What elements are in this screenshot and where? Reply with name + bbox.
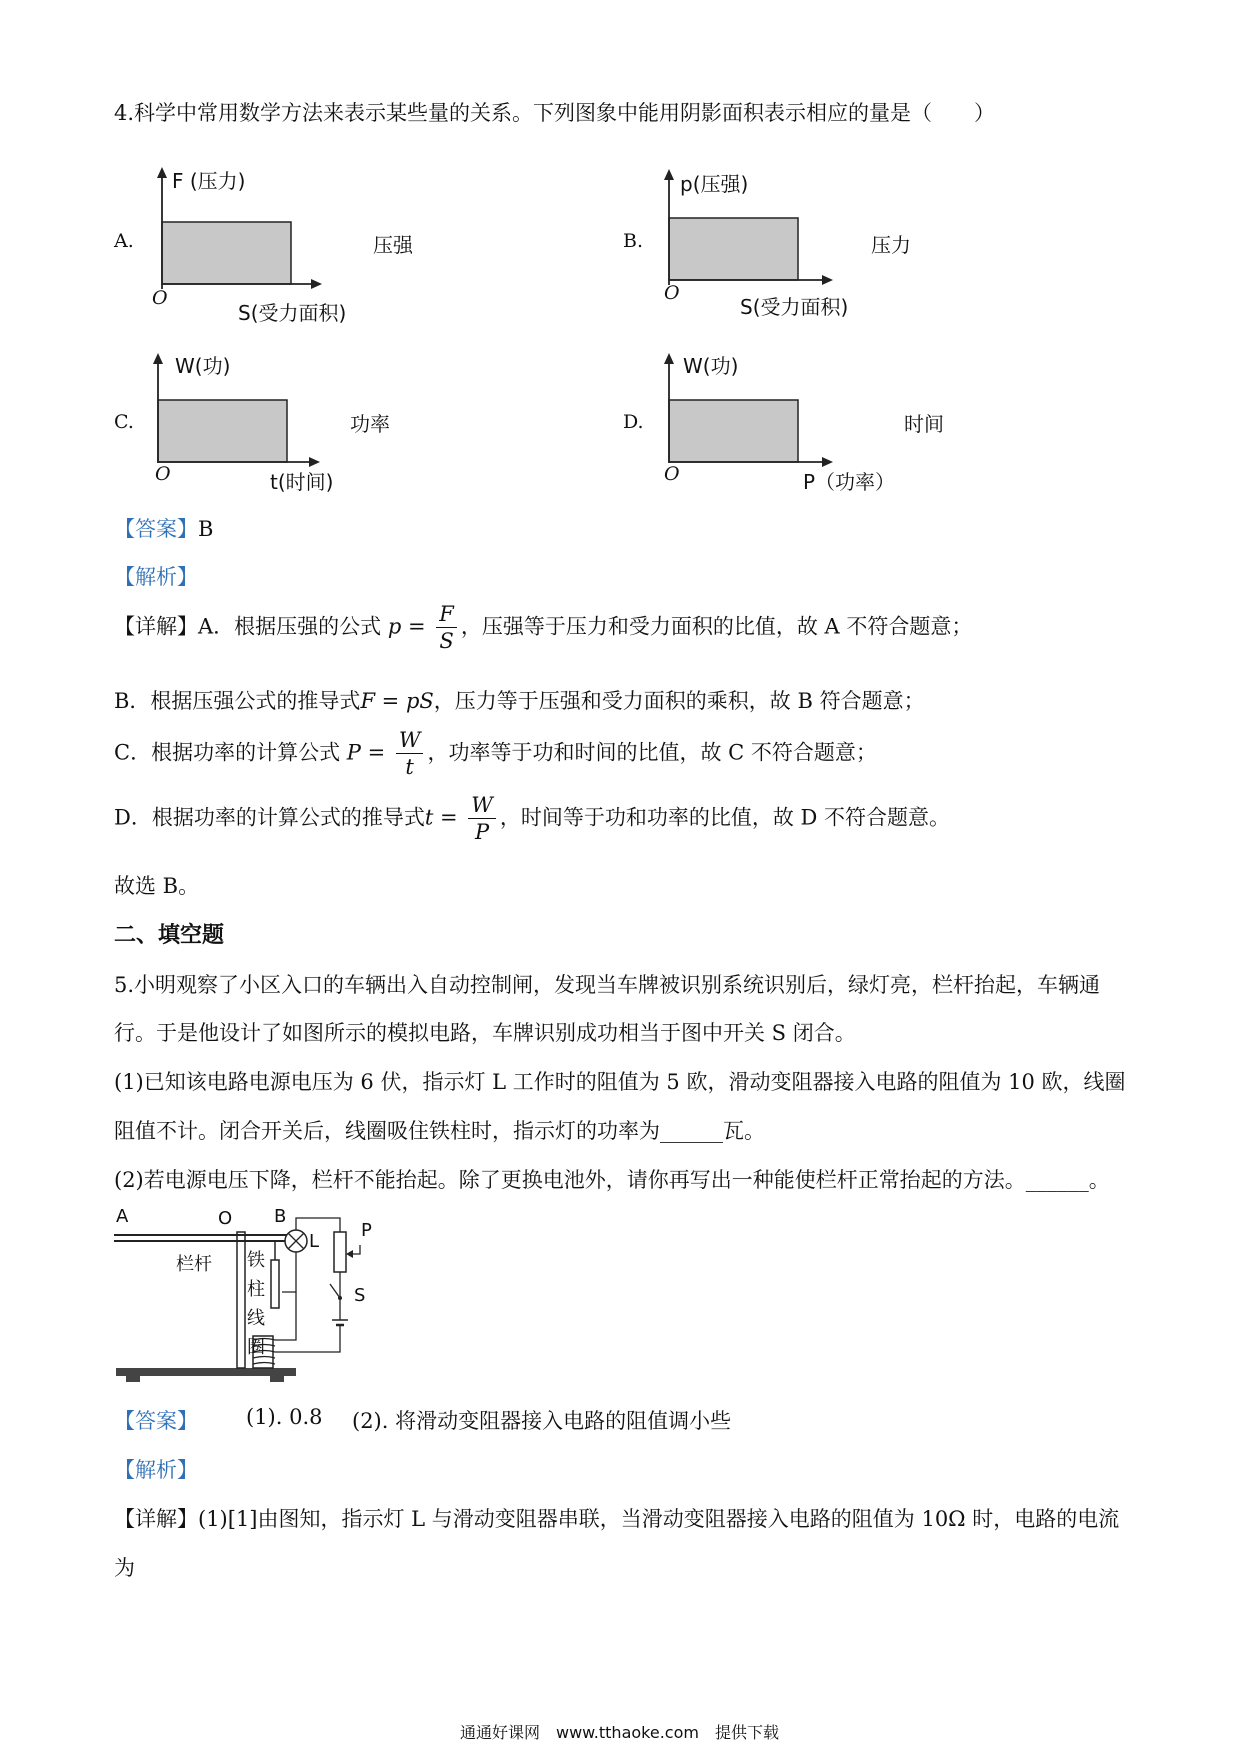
graph-a-origin: O: [152, 287, 168, 309]
label-iron1: 铁: [247, 1250, 265, 1271]
base-foot-left: [126, 1376, 140, 1382]
option-a-quantity: 压强: [373, 233, 413, 257]
graph-c-x-label: t(时间): [270, 470, 334, 494]
page-footer: 通通好课网 www.tthaoke.com 提供下载: [460, 1723, 779, 1742]
label-a: A: [116, 1206, 129, 1227]
q4-analysis-tag: 【解析】: [114, 565, 198, 589]
wire-top: [296, 1218, 340, 1232]
q4-detail-a: 【详解】A．根据压强的公式 p = $\frac{F}{S}$ ，压强等于压力和受力面积的比值，故 A 不符合题意；: [114, 602, 973, 653]
formula-a-fraction: [436, 604, 457, 652]
q5-stem-line2: 行。于是他设计了如图所示的模拟电路，车牌识别成功相当于图中开关 S 闭合。: [114, 1021, 856, 1045]
graph-c-shaded-area: [158, 400, 287, 462]
formula-d-fraction: [468, 795, 496, 843]
detail-d-pre: D．根据功率的计算公式的推导式: [114, 805, 425, 830]
formula-a-lhs: p: [387, 614, 402, 639]
label-bar: 栏杆: [176, 1254, 212, 1275]
switch-icon: [330, 1284, 340, 1298]
support-post: [237, 1232, 245, 1368]
detail-b-pre: B．根据压强公式的推导式: [114, 689, 361, 713]
graph-d-origin: O: [664, 463, 680, 485]
graph-d-x-label: P（功率）: [803, 470, 896, 494]
q4-conclusion: 故选 B。: [114, 874, 200, 898]
q5-detail-text: (1)[1]由图知，指示灯 L 与滑动变阻器串联，当滑动变阻器接入电路的阻值为 10Ω 时，电路的电流: [198, 1507, 1120, 1531]
graph-a-shaded-area: [162, 222, 291, 284]
label-slider: P: [361, 1220, 372, 1241]
formula-a-den: S: [439, 629, 454, 653]
graph-b-x-label: S(受力面积): [740, 295, 849, 319]
q5-part1-line1: (1)已知该电路电源电压为 6 伏，指示灯 L 工作时的阻值为 5 欧，滑动变阻器接入电路的阻值为 10 欧，线圈: [114, 1070, 1126, 1094]
q4-answer-line: [114, 513, 213, 543]
q5-answer-2: (2). 将滑动变阻器接入电路的阻值调小些: [352, 1409, 732, 1433]
q4-detail-c: C．根据功率的计算公式 P = $\frac{W}{t}$ ，功率等于功和时间的比值，故 C 不符合题意；: [114, 728, 877, 779]
detail-b-post: ，压力等于压强和受力面积的乘积，故 B 符合题意；: [433, 689, 925, 713]
formula-c-lhs: P: [346, 740, 361, 765]
option-d-quantity: 时间: [904, 412, 944, 436]
graph-a-y-arrow: [157, 167, 167, 178]
detail-c-post: ，功率等于功和时间的比值，故 C 不符合题意；: [427, 740, 877, 765]
label-b: B: [274, 1206, 287, 1227]
graph-a-x-label: S(受力面积): [238, 301, 347, 325]
label-lamp: L: [309, 1231, 320, 1252]
option-d-letter: D.: [623, 411, 644, 433]
wire-battery-to-coil: [275, 1336, 340, 1352]
q5-detail-tag: 【详解】: [114, 1507, 198, 1531]
base-foot-right: [270, 1376, 284, 1382]
q5-part1-line2: 阻值不计。闭合开关后，线圈吸住铁柱时，指示灯的功率为______瓦。: [114, 1119, 765, 1143]
graph-a-x-arrow: [311, 279, 322, 289]
q4-stem: 4.科学中常用数学方法来表示某些量的关系。下列图象中能用阴影面积表示相应的量是（ ）: [114, 101, 996, 125]
formula-d-num: W: [468, 795, 496, 819]
option-a-letter: A.: [114, 230, 134, 252]
detail-tag: 【详解】: [114, 614, 198, 639]
label-switch: S: [354, 1285, 366, 1306]
q4-detail-b: [114, 685, 925, 715]
graph-b-y-arrow: [664, 169, 674, 180]
detail-d-post: ，时间等于功和功率的比值，故 D 不符合题意。: [499, 805, 951, 830]
graph-d-y-label: W(功): [683, 354, 739, 378]
graph-b-origin: O: [664, 282, 680, 304]
q5-answer-tag: 【答案】: [114, 1409, 198, 1433]
formula-b: F = pS: [360, 689, 434, 713]
formula-a-num: F: [436, 604, 457, 628]
q5-detail-line1: [114, 1503, 1119, 1533]
formula-c-fraction: [396, 730, 424, 778]
q5-answer-line: [114, 1405, 198, 1435]
option-b-letter: B.: [623, 230, 644, 252]
detail-c-pre: C．根据功率的计算公式: [114, 740, 341, 765]
graph-c-y-label: W(功): [175, 354, 231, 378]
label-coil2: 圈: [247, 1337, 265, 1358]
graph-b-x-arrow: [822, 275, 833, 285]
base-plate: [116, 1368, 296, 1376]
rheostat-icon: [334, 1232, 346, 1272]
option-b-quantity: 压力: [871, 233, 911, 257]
graph-c-origin: O: [155, 463, 171, 485]
q5-stem-line1: 5.小明观察了小区入口的车辆出入自动控制闸，发现当车牌被识别系统识别后，绿灯亮，栏杆抬起，车辆通: [114, 973, 1101, 997]
q5-circuit-figure: [110, 1208, 430, 1383]
answer-tag: 【答案】: [114, 517, 198, 541]
detail-a-post: ，压强等于压力和受力面积的比值，故 A 不符合题意；: [460, 614, 973, 639]
formula-c-den: t: [405, 755, 414, 779]
formula-d-lhs: t: [424, 805, 434, 830]
label-coil1: 线: [247, 1308, 265, 1329]
graph-d-y-arrow: [664, 353, 674, 364]
graph-b-shaded-area: [669, 218, 798, 280]
q5-answer-1: (1). 0.8: [246, 1405, 323, 1429]
graph-c-y-arrow: [153, 353, 163, 364]
q5-part2: (2)若电源电压下降，栏杆不能抬起。除了更换电池外，请你再写出一种能使栏杆正常抬起的方法。______。: [114, 1168, 1110, 1192]
section-heading: 二、填空题: [114, 923, 225, 948]
graph-a-y-label: F (压力): [172, 169, 246, 193]
label-iron2: 柱: [247, 1279, 265, 1300]
q5-detail-line2: 为: [114, 1556, 135, 1580]
graph-b-y-label: p(压强): [680, 172, 749, 196]
formula-d-den: P: [474, 820, 490, 844]
formula-c-num: W: [396, 730, 424, 754]
label-o: O: [218, 1208, 233, 1229]
iron-rod: [271, 1260, 279, 1308]
option-c-quantity: 功率: [350, 412, 390, 436]
slider-arrow-icon: [346, 1250, 353, 1258]
q4-answer: B: [198, 517, 214, 541]
detail-a-pre: A．根据压强的公式: [198, 614, 382, 639]
q4-detail-d: D．根据功率的计算公式的推导式t = $\frac{W}{P}$ ，时间等于功和功率的比值，故 D 不符合题意。: [114, 793, 951, 844]
graph-d-shaded-area: [669, 400, 798, 462]
option-c-letter: C.: [114, 411, 134, 433]
q5-analysis-tag: 【解析】: [114, 1458, 198, 1482]
